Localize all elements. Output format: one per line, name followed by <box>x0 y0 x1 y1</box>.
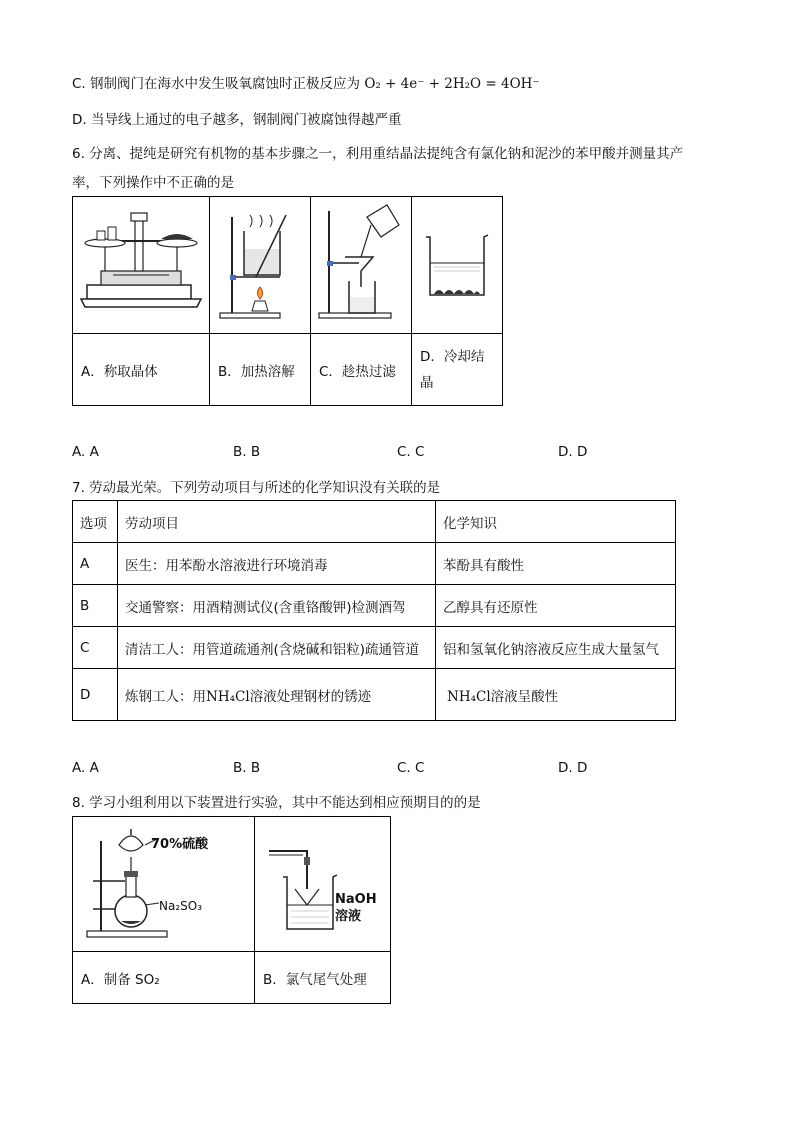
balance-apparatus-icon <box>73 197 209 333</box>
q7-row-d-item-formula: NH₄Cl <box>206 688 250 705</box>
q8-label-na2so3: Na₂SO₃ <box>159 899 203 913</box>
hot-filtration-apparatus-icon <box>311 197 411 333</box>
q8-caption-b: B．氯气尾气处理 <box>255 952 391 1004</box>
q7-header-knowledge: 化学知识 <box>436 501 676 543</box>
q7-row-c-knowledge: 铝和氢氧化钠溶液反应生成大量氢气 <box>436 627 676 669</box>
q5-option-c-formula: O₂ + 4e⁻ + 2H₂O = 4OH⁻ <box>364 76 540 92</box>
naoh-absorption-apparatus-icon <box>255 817 390 951</box>
q6-caption-d-line1: D．冷却结 <box>420 348 485 365</box>
q6-image-b <box>210 197 311 334</box>
q7-row-a-knowledge: 苯酚具有酸性 <box>436 543 676 585</box>
q6-caption-b: B．加热溶解 <box>210 334 311 406</box>
q7-header-item: 劳动项目 <box>118 501 436 543</box>
q7-stem: 7. 劳动最光荣。下列劳动项目与所述的化学知识没有关联的是 <box>72 480 441 496</box>
q7-row-d-item <box>118 669 436 721</box>
q7-row-b-option: B <box>73 585 118 627</box>
q8-stem: 8. 学习小组利用以下装置进行实验，其中不能达到相应预期目的的是 <box>72 795 481 811</box>
table-row <box>73 585 676 627</box>
q8-caption-a: A．制备 SO₂ <box>73 952 255 1004</box>
q7-answer-choices <box>72 760 692 780</box>
q6-caption-d <box>412 334 503 406</box>
q7-answer-b[interactable]: B. B <box>233 760 261 776</box>
q6-answer-d[interactable]: D. D <box>558 444 588 460</box>
q8-table <box>72 816 391 1004</box>
q7-answer-a[interactable]: A. A <box>72 760 99 776</box>
q7-table <box>72 500 676 721</box>
q7-header-row <box>73 501 676 543</box>
q5-option-c-text: C. 钢制阀门在海水中发生吸氧腐蚀时正极反应为 <box>72 76 361 92</box>
q6-image-d <box>412 197 503 334</box>
heating-dissolve-apparatus-icon <box>210 197 310 333</box>
q6-answer-a[interactable]: A. A <box>72 444 99 460</box>
q7-row-d-option: D <box>73 669 118 721</box>
table-row <box>73 627 676 669</box>
q7-row-d-item-pre: 炼钢工人：用 <box>125 688 206 705</box>
q7-row-d-item-post: 溶液处理钢材的锈迹 <box>249 688 372 705</box>
q8-label-naoh-line1: NaOH <box>335 892 377 907</box>
q6-stem-line2: 率，下列操作中不正确的是 <box>72 175 234 191</box>
table-row <box>73 543 676 585</box>
q6-caption-a: A．称取晶体 <box>73 334 210 406</box>
q7-header-option: 选项 <box>73 501 118 543</box>
q7-row-b-knowledge: 乙醇具有还原性 <box>436 585 676 627</box>
q7-row-d-know-post: 溶液呈酸性 <box>490 688 559 705</box>
q7-row-c-item: 清洁工人：用管道疏通剂(含烧碱和铝粒)疏通管道 <box>118 627 436 669</box>
q7-answer-c[interactable]: C. C <box>397 760 425 776</box>
q8-image-a <box>73 817 255 952</box>
q6-stem-line1: 6. 分离、提纯是研究有机物的基本步骤之一，利用重结晶法提纯含有氯化钠和泥沙的苯甲酸并测量其产 <box>72 146 684 162</box>
q7-row-a-option: A <box>73 543 118 585</box>
q6-image-a <box>73 197 210 334</box>
table-row <box>73 669 676 721</box>
q7-row-d-knowledge <box>436 669 676 721</box>
q7-row-a-item: 医生：用苯酚水溶液进行环境消毒 <box>118 543 436 585</box>
q5-option-d: D. 当导线上通过的电子越多，钢制阀门被腐蚀得越严重 <box>72 112 402 128</box>
q7-answer-d[interactable]: D. D <box>558 760 588 776</box>
q8-label-naoh <box>335 891 377 925</box>
q7-row-b-item: 交通警察：用酒精测试仪(含重铬酸钾)检测酒驾 <box>118 585 436 627</box>
q6-answer-b[interactable]: B. B <box>233 444 261 460</box>
q6-table <box>72 196 503 406</box>
q6-caption-c: C．趁热过滤 <box>311 334 412 406</box>
q6-answer-c[interactable]: C. C <box>397 444 425 460</box>
q7-row-d-know-formula: NH₄Cl <box>447 688 491 705</box>
q8-image-b <box>255 817 391 952</box>
q6-image-c <box>311 197 412 334</box>
q8-label-acid: 70%硫酸 <box>151 837 209 852</box>
q5-option-c <box>72 72 540 92</box>
q6-answer-choices <box>72 444 692 464</box>
q7-row-c-option: C <box>73 627 118 669</box>
q6-caption-d-line2: 晶 <box>420 374 434 391</box>
q8-label-naoh-line2: 溶液 <box>335 909 362 924</box>
cooling-crystallization-beaker-icon <box>412 197 502 333</box>
